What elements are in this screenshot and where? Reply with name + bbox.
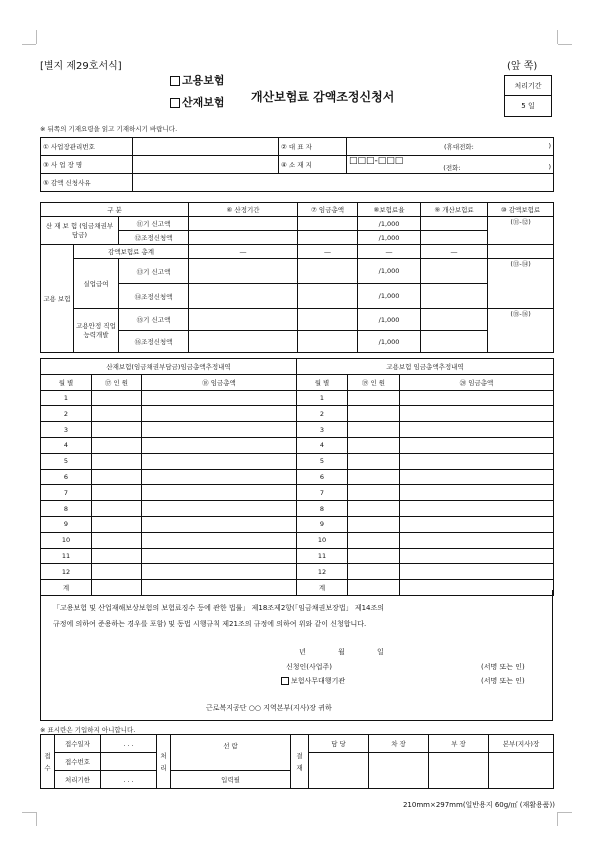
month-cell[interactable] [348, 485, 400, 501]
month-cell[interactable] [142, 453, 297, 469]
unemp-label: 실업급여 [74, 259, 119, 309]
agency-option[interactable]: 보험사무대행기관 [281, 676, 345, 686]
row-13-label: ⑬기 신고액 [119, 259, 189, 284]
month-label: 12 [297, 564, 348, 580]
month-cell[interactable] [348, 422, 400, 438]
month-label: 12 [41, 564, 92, 580]
row-14-label: ⑭조정신청액 [119, 284, 189, 309]
approve-col: 결 재 [291, 735, 309, 789]
checkbox-icon[interactable] [281, 677, 289, 685]
month-cell[interactable] [142, 501, 297, 517]
cell[interactable] [189, 331, 298, 353]
month-label: 10 [41, 532, 92, 548]
month-cell[interactable] [400, 501, 554, 517]
month-cell[interactable] [348, 516, 400, 532]
rate-unit: /1,000 [358, 217, 421, 231]
month-cell[interactable] [142, 422, 297, 438]
month-cell[interactable] [400, 406, 554, 422]
month-cell[interactable] [92, 532, 142, 548]
crop-mark [557, 812, 558, 826]
headcount-header: ⑰ 인 원 [92, 374, 142, 390]
month-label: 3 [41, 422, 92, 438]
cell[interactable] [298, 331, 358, 353]
month-cell[interactable] [142, 437, 297, 453]
stability-label: 고용안정 직업능력개발 [74, 309, 119, 353]
col-period: ⑥ 산정기간 [189, 203, 298, 217]
formula-2: (⑬-⑭) [488, 259, 554, 309]
month-label: 11 [297, 548, 348, 564]
month-label: 9 [41, 516, 92, 532]
month-cell[interactable] [348, 406, 400, 422]
address-field[interactable]: □□□-□□□(전화: ) [347, 156, 554, 174]
mgmt-no-field[interactable] [133, 138, 279, 156]
insurance-options [170, 70, 225, 114]
sign-box[interactable] [309, 753, 369, 789]
month-row [41, 532, 554, 548]
reduce-sum-label: 감액보험료 총계 [74, 245, 189, 259]
rate-unit: /1,000 [358, 259, 421, 284]
crop-mark [22, 812, 36, 813]
month-header: 월 별 [41, 374, 92, 390]
staff-label: 담 당 [309, 735, 369, 753]
month-row [41, 453, 554, 469]
form-title: 개산보험료 감액조정신청서 [251, 90, 395, 104]
month-label: 5 [297, 453, 348, 469]
wage-header: ⑱ 임금총액 [142, 374, 297, 390]
col-reduction: ⑩ 감액보험료 [488, 203, 554, 217]
month-cell[interactable] [400, 422, 554, 438]
month-cell[interactable] [400, 437, 554, 453]
month-label: 2 [41, 406, 92, 422]
cell[interactable] [189, 231, 298, 245]
month-label: 3 [297, 422, 348, 438]
month-cell[interactable] [92, 453, 142, 469]
cell[interactable] [488, 245, 554, 259]
cell[interactable] [298, 217, 358, 231]
form-number: [별지 제29호서식] [40, 61, 122, 72]
checkbox-icon[interactable] [170, 76, 180, 86]
month-cell[interactable] [92, 390, 142, 406]
month-label: 1 [297, 390, 348, 406]
month-row [41, 548, 554, 564]
cell[interactable] [189, 259, 298, 284]
month-label: 6 [297, 469, 348, 485]
mgmt-no-label: ① 사업장관리번호 [41, 138, 133, 156]
month-cell[interactable] [92, 501, 142, 517]
month-row [41, 422, 554, 438]
col-premium: ⑨ 개산보험료 [421, 203, 488, 217]
cell[interactable] [421, 231, 488, 245]
dash: ― [358, 245, 421, 259]
crop-mark [558, 812, 572, 813]
sign-box[interactable] [489, 753, 554, 789]
month-cell[interactable] [142, 516, 297, 532]
receipt-date-label: 접수일자 [55, 735, 101, 753]
month-row [41, 406, 554, 422]
month-cell[interactable] [348, 532, 400, 548]
month-label: 9 [297, 516, 348, 532]
month-cell[interactable] [400, 453, 554, 469]
month-cell[interactable] [348, 548, 400, 564]
industrial-label: 산 재 보 험 (임금채권부담금) [41, 217, 119, 245]
checkbox-icon[interactable] [170, 98, 180, 108]
row-15-label: ⑮기 신고액 [119, 309, 189, 331]
month-label: 6 [41, 469, 92, 485]
month-cell[interactable] [142, 532, 297, 548]
receipt-col: 접 수 [41, 735, 55, 789]
month-cell[interactable] [92, 485, 142, 501]
sign-label: (서명 또는 인) [481, 677, 525, 685]
formula-3: (⑮-⑯) [488, 309, 554, 353]
cell[interactable] [421, 284, 488, 309]
office-note: ※ 표시란은 기입하지 아니합니다. [40, 726, 136, 734]
month-label: 11 [41, 548, 92, 564]
reason-field[interactable] [133, 174, 554, 192]
formula-1: (⑪-⑫) [488, 217, 554, 245]
receipt-no-value[interactable] [101, 753, 157, 771]
date-line: 년 월 일 [299, 648, 384, 656]
month-cell[interactable] [142, 406, 297, 422]
rate-unit: /1,000 [358, 231, 421, 245]
declaration [40, 590, 553, 721]
applicant-table [40, 137, 554, 192]
biz-name-field[interactable] [133, 156, 279, 174]
cell[interactable] [298, 259, 358, 284]
dash: ― [189, 245, 298, 259]
month-cell[interactable] [348, 390, 400, 406]
reason-label: ⑤ 감액 신청사유 [41, 174, 133, 192]
month-label: 2 [297, 406, 348, 422]
month-cell[interactable] [400, 390, 554, 406]
row-16-label: ⑯조정신청액 [119, 331, 189, 353]
right-title: 고용보험 임금총액추정내역 [297, 359, 554, 375]
cell[interactable] [421, 217, 488, 231]
cell[interactable] [189, 284, 298, 309]
month-row [41, 501, 554, 517]
office-table [40, 734, 554, 789]
rate-unit: /1,000 [358, 331, 421, 353]
month-cell[interactable] [348, 469, 400, 485]
option-employment[interactable]: 고용보험 [170, 70, 225, 92]
month-cell[interactable] [400, 564, 554, 580]
month-label: 계 [41, 580, 92, 596]
dash: ― [298, 245, 358, 259]
left-title: 산재보험(임금채권부담금)임금총액추정내역 [41, 359, 297, 375]
row-11-label: ⑪기 신고액 [119, 217, 189, 231]
row-12-label: ⑫조정신청액 [119, 231, 189, 245]
deadline-label: 처리기한 [55, 771, 101, 789]
month-cell[interactable] [348, 501, 400, 517]
month-cell[interactable] [142, 390, 297, 406]
cell[interactable] [298, 284, 358, 309]
month-cell[interactable] [92, 469, 142, 485]
rep-label: ② 대 표 자 [279, 138, 347, 156]
month-cell[interactable] [348, 564, 400, 580]
sign-label: (서명 또는 인) [481, 663, 525, 671]
cell[interactable] [189, 217, 298, 231]
wage-header: ⑳ 임금총액 [400, 374, 554, 390]
addressee: 근로복지공단 ○○ 지역본부(지사)장 귀하 [206, 704, 332, 712]
input-label: 입력필 [171, 771, 291, 789]
month-cell[interactable] [142, 469, 297, 485]
month-cell[interactable] [348, 453, 400, 469]
page-side: (앞 쪽) [507, 61, 538, 72]
month-row [41, 564, 554, 580]
col-category: 구 분 [41, 203, 189, 217]
monthly-table [40, 358, 554, 596]
handler-label: 선 람 [171, 735, 291, 771]
month-label: 7 [297, 485, 348, 501]
month-row [41, 485, 554, 501]
applicant-label: 신청인(사업주) [286, 663, 333, 671]
month-label: 8 [41, 501, 92, 517]
cell[interactable] [421, 309, 488, 331]
month-row [41, 437, 554, 453]
cell[interactable] [421, 331, 488, 353]
month-cell[interactable] [400, 548, 554, 564]
address-label: ④ 소 재 지 [279, 156, 347, 174]
col-wage: ⑦ 임금총액 [298, 203, 358, 217]
cell[interactable] [298, 309, 358, 331]
col-rate: ⑧보험료율 [358, 203, 421, 217]
month-label: 4 [297, 437, 348, 453]
month-cell[interactable] [400, 516, 554, 532]
director-label: 본부(지사)장 [489, 735, 554, 753]
month-cell[interactable] [92, 406, 142, 422]
deadline-value: . . . [101, 771, 157, 789]
month-row [41, 469, 554, 485]
month-row [41, 390, 554, 406]
month-cell[interactable] [92, 437, 142, 453]
headcount-header: ⑲ 인 원 [348, 374, 400, 390]
receipt-date-value: . . . [101, 735, 157, 753]
crop-mark [558, 44, 572, 45]
period-value: 5 일 [521, 102, 535, 110]
handle-col: 처 리 [157, 735, 171, 789]
employment-label: 고용 보험 [41, 245, 74, 353]
period-label: 처리기간 [505, 76, 551, 96]
month-cell[interactable] [400, 485, 554, 501]
manager-label: 부 장 [429, 735, 489, 753]
month-cell[interactable] [400, 469, 554, 485]
month-label: 계 [297, 580, 348, 596]
paper-spec: 210mm×297mm(일반용지 60g/㎡ (재활용품)) [402, 801, 555, 809]
month-cell[interactable] [92, 422, 142, 438]
declaration-text: 규정에 의하여 준용하는 경우를 포함) 및 동법 시행규칙 제21조의 규정에 의하여 위와 같이 신청합니다. [53, 620, 367, 628]
month-cell[interactable] [92, 548, 142, 564]
declaration-text: 「고용보험 및 산업재해보상보험의 보험료징수 등에 관한 법률」 제18조제2항(「임금채권보장법」 제14조의 [53, 604, 385, 612]
month-label: 1 [41, 390, 92, 406]
month-cell[interactable] [348, 437, 400, 453]
month-cell[interactable] [400, 532, 554, 548]
crop-mark [36, 30, 37, 44]
month-label: 4 [41, 437, 92, 453]
month-label: 8 [297, 501, 348, 517]
biz-name-label: ③ 사 업 장 명 [41, 156, 133, 174]
month-row [41, 516, 554, 532]
sign-box[interactable] [369, 753, 429, 789]
dash: ― [421, 245, 488, 259]
month-cell[interactable] [92, 516, 142, 532]
receipt-no-label: 접수번호 [55, 753, 101, 771]
month-header: 월 별 [297, 374, 348, 390]
month-cell[interactable] [92, 564, 142, 580]
rep-field[interactable]: (휴대전화: ) [347, 138, 554, 156]
month-cell[interactable] [142, 485, 297, 501]
rate-unit: /1,000 [358, 284, 421, 309]
processing-period [504, 75, 552, 117]
deputy-label: 차 장 [369, 735, 429, 753]
month-label: 7 [41, 485, 92, 501]
option-industrial[interactable]: 산재보험 [170, 92, 225, 114]
adjustment-table [40, 202, 554, 353]
month-cell[interactable] [142, 548, 297, 564]
cell[interactable] [421, 259, 488, 284]
cell[interactable] [189, 309, 298, 331]
month-label: 5 [41, 453, 92, 469]
month-label: 10 [297, 532, 348, 548]
crop-mark [36, 812, 37, 826]
instruction-note: ※ 뒤쪽의 기재요령을 읽고 기재하시기 바랍니다. [40, 125, 178, 133]
crop-mark [557, 30, 558, 44]
month-cell[interactable] [142, 564, 297, 580]
sign-box[interactable] [429, 753, 489, 789]
crop-mark [22, 44, 36, 45]
rate-unit: /1,000 [358, 309, 421, 331]
cell[interactable] [298, 231, 358, 245]
